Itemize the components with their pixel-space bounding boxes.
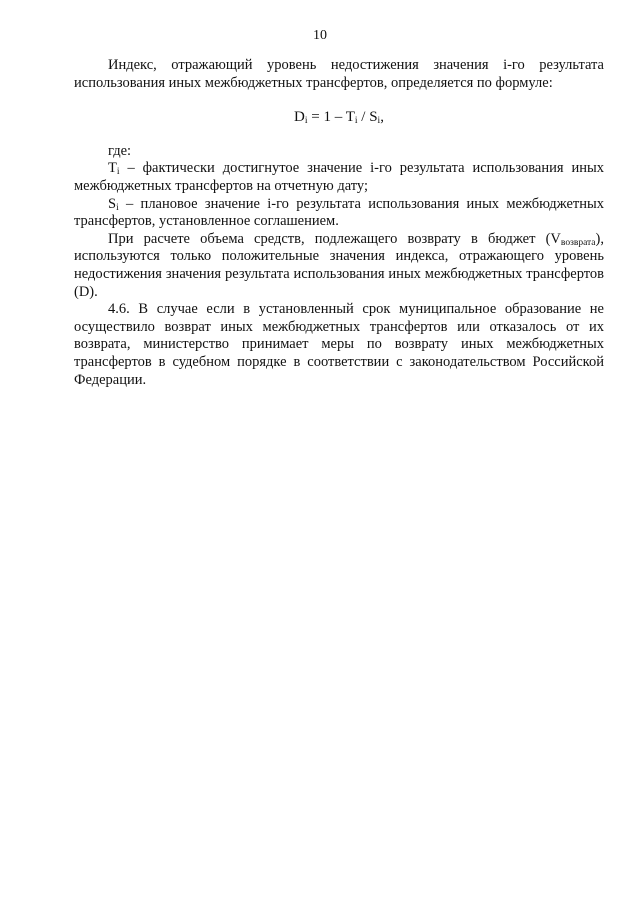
calc-after: ), используются только положительные значения индекса, отражающего уровень недостижения значения результата использования иных межбюджетных трансфертов (D). <box>74 230 604 300</box>
page-number: 10 <box>313 28 327 43</box>
si-symbol: S <box>108 195 117 212</box>
ti-symbol-sub: i <box>116 167 120 178</box>
document-body <box>74 57 604 389</box>
formula-lhs: D <box>294 109 305 126</box>
formula-eq: = 1 – T <box>307 109 355 126</box>
formula-t-sub: i <box>354 116 358 127</box>
calc-paragraph <box>74 231 604 301</box>
ti-text: – фактически достигнутое значение i-го результата использования иных межбюджетных трансфертов на отчетную дату; <box>74 160 604 194</box>
formula-tail: , <box>380 109 384 126</box>
intro-paragraph: Индекс, отражающий уровень недостижения значения i-го результата использования иных межбюджетных трансфертов, определяется по формуле: <box>74 57 604 91</box>
where-label: где: <box>108 142 132 159</box>
calc-before: При расчете объема средств, подлежащего возврату в бюджет (V <box>108 230 561 247</box>
formula-slash: / S <box>357 109 378 126</box>
ti-definition <box>74 160 604 195</box>
si-symbol-sub: i <box>116 202 119 213</box>
ti-symbol: T <box>108 160 117 177</box>
formula <box>74 109 604 127</box>
calc-sub: возврата <box>560 237 596 248</box>
si-definition <box>74 196 604 231</box>
formula-lhs-sub: i <box>304 116 308 127</box>
si-text: – плановое значение i-го результата использования иных межбюджетных трансфертов, установленное соглашением. <box>74 195 604 230</box>
formula-s-sub: i <box>377 116 381 127</box>
section-4-6: 4.6. В случае если в установленный срок муниципальное образование не осуществило возврат иных межбюджетных трансфертов или отказалось от их возврата, министерство принимает меры по возврату иных межбюджетных трансфертов в судебном порядке в соответствии с законодательством Российской Федерации. <box>74 301 604 388</box>
